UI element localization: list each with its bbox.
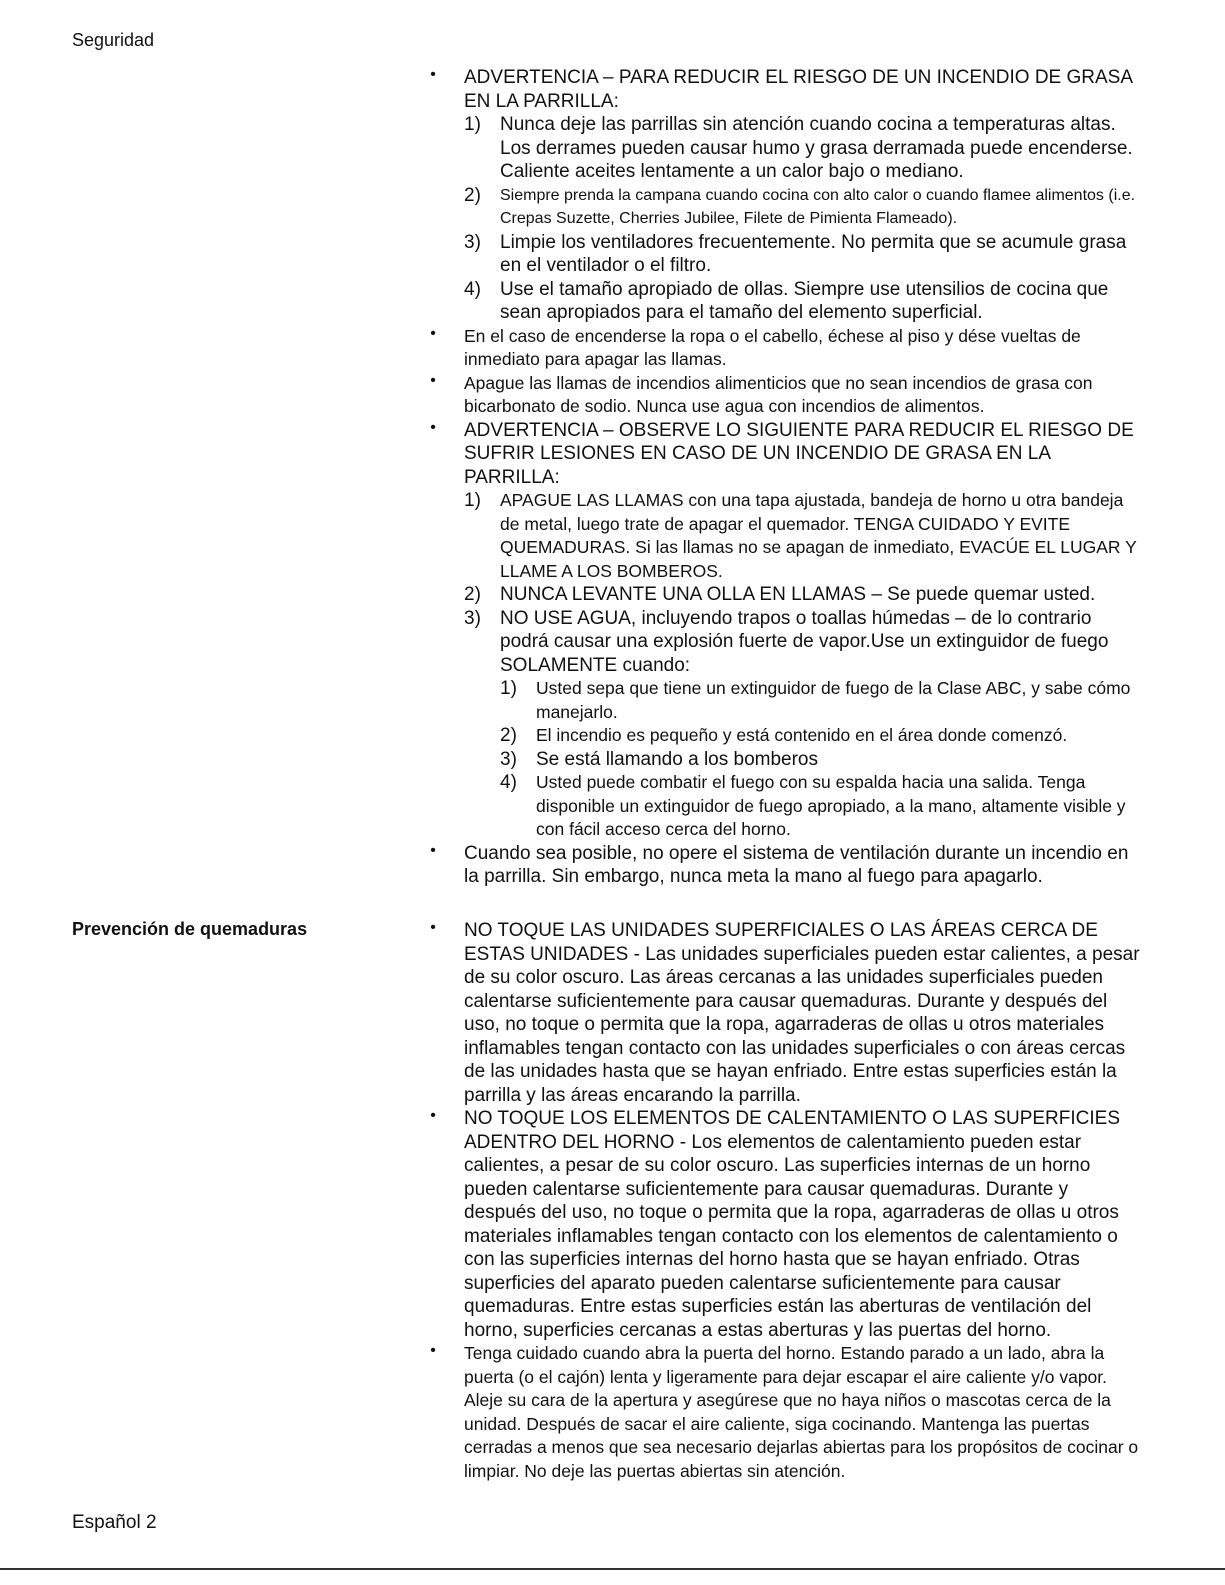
page-footer: Español 2	[72, 1512, 157, 1533]
bullet-text: NO TOQUE LOS ELEMENTOS DE CALENTAMIENTO O LAS SUPERFICIES ADENTRO DEL HORNO - Los elementos de calentamiento pueden estar calientes, a pesar de su color oscuro. Las superficies internas de un horno pueden calentarse suficientemente para causar quemaduras. Durante y después del uso, no toque o permita que la ropa, agarraderas de ollas u otros materiales inflamables tengan contacto con los elementos de calentamiento o con las superficies internas del horno hasta que se hayan enfriado. Otras superficies del aparato pueden calentarse suficientemente para causar quemaduras. Entre estas superficies están las aberturas de ventilación del horno, superficies cercanas a estas aberturas y las puertas del horno.	[464, 1108, 1121, 1341]
sub-sub-item: 4) Usted puede combatir el fuego con su espalda hacia una salida. Tenga disponible un extinguidor de fuego apropiado, a la mano, altamente visible y con fácil acceso cerca del horno.	[500, 772, 1126, 839]
bullet-icon: •	[430, 418, 436, 436]
list-item	[428, 66, 1140, 325]
bullet-text: ADVERTENCIA – PARA REDUCIR EL RIESGO DE UN INCENDIO DE GRASA EN LA PARRILLA:	[464, 67, 1132, 112]
bullet-icon: •	[430, 1342, 436, 1359]
bullet-text: Cuando sea posible, no opere el sistema de ventilación durante un incendio en la parrilla. Sin embargo, nunca meta la mano al fuego para apagarlo.	[464, 842, 1129, 887]
bottom-rule	[0, 1568, 1225, 1570]
sub-item: 3) NO USE AGUA, incluyendo trapos o toallas húmedas – de lo contrario podrá causar una explosión fuerte de vapor.Use un extinguidor de fuego SOLAMENTE cuando: 1) Usted sepa que tiene un extinguidor de fuego de la Clase ABC, y sabe cómo manejarlo. 2) El incendio es pequeño y está contenido en el área donde comenzó. 3) Se está llamando a los bomberos 4) Usted puede combatir el fuego con su espalda hacia una salida. Tenga disponible un extinguidor de fuego apropiado, a la mano, altamente visible y con fácil acceso cerca del horno.	[464, 607, 1140, 842]
section-heading: Prevención de quemaduras	[72, 919, 308, 939]
list-item	[428, 919, 1140, 1107]
bullet-text: NO TOQUE LAS UNIDADES SUPERFICIALES O LAS ÁREAS CERCA DE ESTAS UNIDADES - Las unidades superficiales pueden estar calientes, a pesar de su color oscuro. Las áreas cercanas a las unidades superficiales pueden calentarse suficientemente para causar quemaduras. Durante y después del uso, no toque o permita que la ropa, agarraderas de ollas u otros materiales inflamables tengan contacto con las unidades superficiales o con áreas cercas de las unidades hasta que se hayan enfriado. Entre estas superficies están la parrilla y las áreas encarando la parrilla.	[464, 920, 1140, 1106]
sub-item: 3) Limpie los ventiladores frecuentemente. No permita que se acumule grasa en el ventilador o el filtro.	[464, 231, 1127, 276]
list-item	[428, 325, 1140, 372]
sub-item: 1) APAGUE LAS LLAMAS con una tapa ajustada, bandeja de horno u otra bandeja de metal, luego trate de apagar el quemador. TENGA CUIDADO Y EVITE QUEMADURAS. Si las llamas no se apagan de inmediato, EVACÚE EL LUGAR Y LLAME A LOS BOMBEROS.	[464, 490, 1137, 581]
section-burn-prevention	[428, 919, 1140, 1483]
bullet-text: En el caso de encenderse la ropa o el cabello, échese al piso y dése vueltas de inmediato para apagar las llamas.	[464, 325, 1081, 369]
sub-sub-item: 1) Usted sepa que tiene un extinguidor de fuego de la Clase ABC, y sabe cómo manejarlo.	[500, 678, 1131, 722]
sub-item: 4) Use el tamaño apropiado de ollas. Siempre use utensilios de cocina que sean apropiados para el tamaño del elemento superficial.	[464, 278, 1109, 323]
bullet-text: Apague las llamas de incendios alimenticios que no sean incendios de grasa con bicarbonato de sodio. Nunca use agua con incendios de alimentos.	[464, 372, 1093, 416]
list-item	[428, 1107, 1140, 1342]
bullet-icon: •	[430, 919, 436, 936]
section-fire-safety	[428, 66, 1140, 889]
bullet-icon: •	[430, 371, 436, 389]
bullet-text: ADVERTENCIA – OBSERVE LO SIGUIENTE PARA REDUCIR EL RIESGO DE SUFRIR LESIONES EN CASO DE UN INCENDIO DE GRASA EN LA PARRILLA:	[464, 419, 1134, 488]
bullet-text: Tenga cuidado cuando abra la puerta del horno. Estando parado a un lado, abra la puerta (o el cajón) lenta y ligeramente para dejar escapar el aire caliente y/o vapor. Aleje su cara de la apertura y asegúrese que no haya niños o mascotas cerca de la unidad. Después de sacar el aire caliente, siga cocinando. Mantenga las puertas cerradas a menos que sea necesario dejarlas abiertas para los propósitos de cocinar o limpiar. No deje las puertas abiertas sin atención.	[464, 1343, 1139, 1481]
sub-item: 2) Siempre prenda la campana cuando cocina con alto calor o cuando flamee alimentos (i.e. Crepas Suzette, Cherries Jubilee, Filete de Pimienta Flameado).	[464, 184, 1136, 227]
bullet-icon: •	[430, 324, 436, 342]
sub-item: 2) NUNCA LEVANTE UNA OLLA EN LLAMAS – Se puede quemar usted.	[464, 584, 1096, 605]
sub-item: 1) Nunca deje las parrillas sin atención cuando cocina a temperaturas altas. Los derrames pueden causar humo y grasa derramada puede encenderse. Caliente aceites lentamente a un calor bajo o mediano.	[464, 114, 1133, 182]
page-header: Seguridad	[72, 30, 155, 50]
list-item	[428, 1342, 1140, 1483]
bullet-icon: •	[430, 841, 436, 859]
list-item	[428, 419, 1140, 842]
bullet-icon: •	[430, 66, 436, 83]
sub-sub-item: 2) El incendio es pequeño y está contenido en el área donde comenzó.	[500, 725, 1068, 746]
list-item	[428, 372, 1140, 419]
bullet-icon: •	[430, 1107, 436, 1124]
list-item	[428, 842, 1140, 889]
sub-sub-item: 3) Se está llamando a los bomberos	[500, 748, 818, 770]
